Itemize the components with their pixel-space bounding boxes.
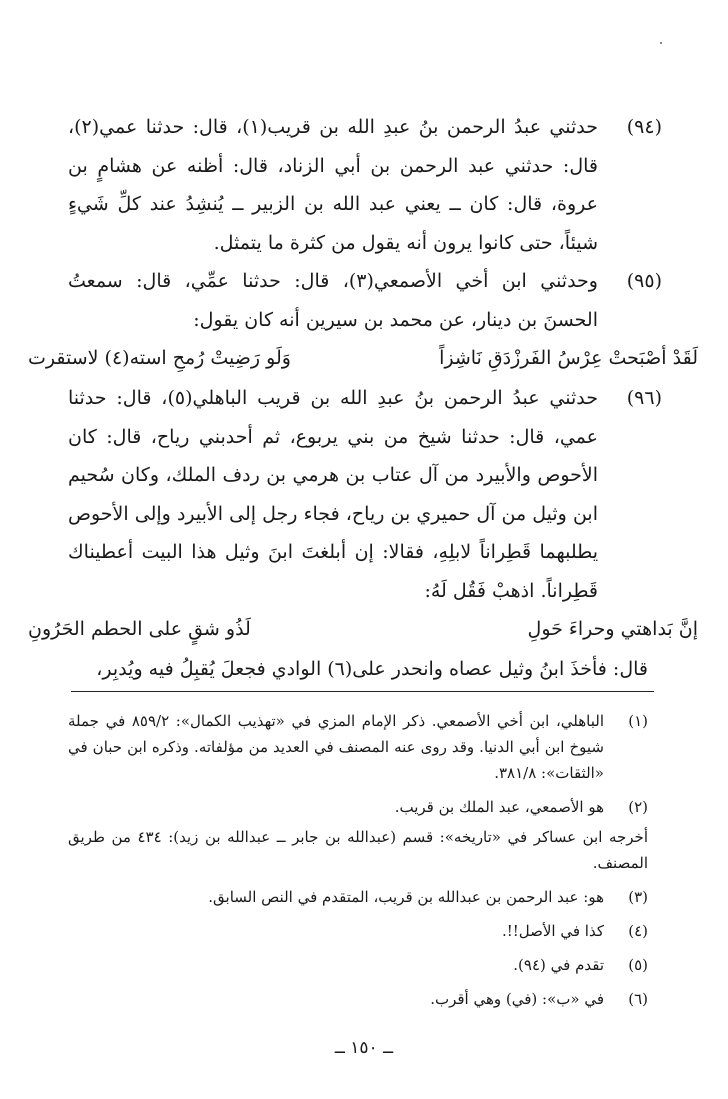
- footnotes: [68, 708, 648, 1020]
- scan-speck: [660, 42, 662, 44]
- paragraph-96: [68, 379, 662, 610]
- paragraph-94: [68, 108, 662, 262]
- footnote-text: أخرجه ابن عساكر في «تاريخه»: قسم (عبدالله بن جابر ــ عبدالله بن زيد): ٤٣٤ من طريق المصنف.: [68, 828, 648, 872]
- paragraph-number: (٩٥): [626, 270, 662, 292]
- paragraph-95: [68, 262, 662, 339]
- footnote-5: [68, 952, 648, 978]
- footnote-6: [68, 986, 648, 1012]
- footnote-number: (٦): [628, 990, 648, 1008]
- footnote-number: (٥): [628, 956, 648, 974]
- footnote-text: هو الأصمعي، عبد الملك بن قريب.: [394, 798, 604, 816]
- verse-line-2: [28, 610, 698, 650]
- footnote-number: (٢): [628, 798, 648, 816]
- paragraph-continuation: [68, 650, 648, 689]
- paragraph-text: قال: فأخذَ ابنُ وثيل عصاه وانحدر على(٦) الوادي فجعلَ يُقبِلُ فيه ويُدبِر،: [96, 658, 648, 680]
- footnote-text: في «ب»: (في) وهي أقرب.: [430, 990, 604, 1008]
- footnote-number: (٣): [628, 888, 648, 906]
- paragraph-number: (٩٦): [626, 387, 662, 409]
- paragraph-text: وحدثني ابن أخي الأصمعي(٣)، قال: حدثنا عمِّي، قال: سمعتُ الحسنَ بن دينار، عن محمد بن سيرين أنه كان يقول:: [68, 270, 598, 331]
- footnote-4: [68, 918, 648, 944]
- page-number: ــ ١٥٠ ــ: [334, 1038, 394, 1058]
- footnote-separator: [71, 691, 654, 692]
- verse-second-hemistich: لَذُو شقٍ على الحطم الحَرُونِ: [28, 618, 251, 640]
- footnote-text: الباهلي، ابن أخي الأصمعي. ذكر الإمام المزي في «تهذيب الكمال»: ٨٥٩/٢ في جملة شيوخ ابن أبي الدنيا. وقد روى عنه المصنف في العديد من مؤلفاته. وذكره ابن حبان في «الثقات»: ٣٨١/٨.: [68, 712, 604, 782]
- verse-first-hemistich: لَقَدْ أصْبَحتْ عِرْسُ الفَرزْدَقِ نَاشِزاً: [439, 347, 698, 369]
- footnote-number: (١): [628, 712, 648, 730]
- verse-line-1: [28, 339, 698, 379]
- footnote-number: (٤): [628, 922, 648, 940]
- footnote-text: تقدم في (٩٤).: [513, 956, 604, 974]
- footnote-1: [68, 708, 648, 786]
- paragraph-number: (٩٤): [626, 116, 662, 138]
- verse-first-hemistich: إنَّ بَداهتي وحراءَ حَولِ: [527, 618, 698, 640]
- footnote-3: [68, 884, 648, 910]
- paragraph-text: حدثني عبدُ الرحمن بنُ عبدِ الله بن قريب الباهلي(٥)، قال: حدثنا عمي، قال: حدثنا شيخ من بني يربوع، ثم أحدبني رياح، قال: كان الأحوص والأبيرد من آل عتاب بن هرمي بن ردف الملك، وكان سُحيم ابن وثيل من آل حميري بن رياح، فجاء رجل إلى الأبيرد وإلى الأحوص يطلبهما قَطِراناً لابلِهِ، فقالا: إن أبلغتَ ابنَ وثيل هذا البيت أعطيناك قَطِراناً. اذهبْ فَقُل لَهُ:: [68, 387, 598, 602]
- paragraph-text: حدثني عبدُ الرحمن بنُ عبدِ الله بن قريب(١)، قال: حدثنا عمي(٢)، قال: حدثني عبد الرحمن بن أبي الزناد، قال: أظنه عن هشامٍ بن عروة، قال: كان ــ يعني عبد الله بن الزبير ــ يُنشِدُ عند كلِّ شَيءٍ شيئاً، حتى كانوا يرون أنه يقول من كثرة ما يتمثل.: [68, 116, 599, 254]
- footnote-2-continuation: [68, 824, 648, 876]
- verse-second-hemistich: وَلَو رَضِيتْ رُمحِ استه(٤) لاستقرت: [28, 347, 291, 369]
- main-text: [28, 108, 698, 689]
- footnote-2: [68, 794, 648, 820]
- footnote-text: كذا في الأصل!!.: [501, 922, 604, 940]
- footnote-text: هو: عبد الرحمن بن عبدالله بن قريب، المتقدم في النص السابق.: [208, 888, 604, 906]
